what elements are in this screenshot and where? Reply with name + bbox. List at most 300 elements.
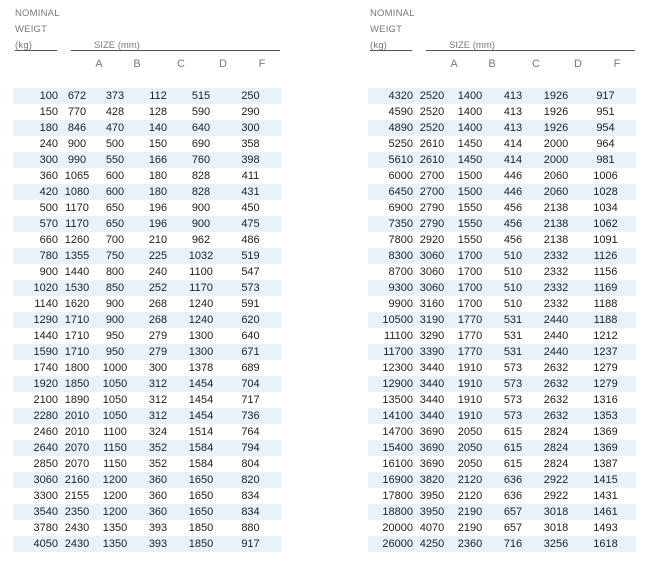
size-cell-b: 1910	[457, 394, 483, 406]
weight-cell: 13500	[382, 394, 413, 406]
size-cell-a: 2610	[413, 152, 451, 168]
size-cell-d: 3018	[543, 522, 569, 534]
size-cell-b: 850	[96, 280, 134, 296]
weight-cell: 240	[39, 138, 58, 150]
size-cell-b: 750	[96, 248, 134, 264]
size-cell-b: 1400	[451, 88, 489, 104]
size-cell-b: 2050	[457, 458, 483, 470]
data-table	[13, 88, 281, 552]
size-cell-f: 964	[596, 138, 615, 150]
size-cell-c: 128	[148, 106, 168, 118]
table-row	[368, 264, 636, 280]
size-cell-b: 428	[105, 106, 125, 118]
size-cell-a: 1065	[64, 170, 90, 182]
size-cell-d: 2138	[537, 216, 575, 232]
kg-underline	[15, 50, 57, 51]
size-cell-f: 1387	[593, 458, 618, 470]
size-cell-a: 2610	[419, 138, 445, 150]
size-cell-a: 2520	[413, 120, 451, 136]
size-cell-d: 1926	[543, 106, 569, 118]
size-cell-f: 411	[241, 170, 260, 182]
column-header-c: C	[532, 58, 540, 70]
size-cell-a: 1850	[58, 376, 96, 392]
size-cell-b: 650	[96, 216, 134, 232]
size-cell-f: 431	[220, 184, 281, 200]
size-cell-f: 951	[596, 106, 615, 118]
size-cell-d: 2138	[543, 234, 569, 246]
size-cell-c: 196	[148, 202, 168, 214]
size-cell-f: 1034	[593, 202, 618, 214]
size-cell-b: 1910	[457, 362, 483, 374]
size-cell-a: 2920	[419, 234, 445, 246]
size-cell-b: 2190	[451, 504, 489, 520]
size-cell-a: 3060	[419, 266, 445, 278]
size-cell-b: 500	[105, 138, 125, 150]
column-header-f: F	[613, 58, 621, 70]
weight-cell: 8700	[388, 266, 413, 278]
size-cell-a: 3440	[413, 376, 451, 392]
size-cell-b: 550	[96, 152, 134, 168]
size-cell-c: 352	[148, 458, 168, 470]
size-cell-b: 1450	[451, 152, 489, 168]
size-cell-c: 268	[148, 298, 168, 310]
size-cell-a: 1080	[58, 184, 96, 200]
size-cell-f: 917	[220, 536, 281, 552]
weight-cell: 3780	[33, 522, 58, 534]
size-cell-f: 764	[241, 426, 260, 438]
column-header-b: B	[488, 58, 496, 70]
size-cell-d: 1584	[188, 458, 214, 470]
weight-cell: 11700	[368, 344, 413, 360]
size-cell-a: 3060	[413, 280, 451, 296]
column-header-d: D	[574, 58, 582, 70]
column-header-d: D	[219, 58, 227, 70]
size-cell-b: 1550	[451, 216, 489, 232]
size-cell-c: 393	[148, 522, 168, 534]
size-cell-c: 324	[148, 426, 168, 438]
size-cell-b: 600	[96, 184, 134, 200]
table-row	[13, 504, 281, 520]
table-row	[13, 376, 281, 392]
size-cell-a: 1710	[64, 330, 90, 342]
size-cell-d: 2632	[543, 394, 569, 406]
size-cell-f: 591	[241, 298, 260, 310]
size-cell-d: 1032	[182, 248, 220, 264]
size-cell-f: 689	[241, 362, 260, 374]
size-cell-d: 2138	[543, 202, 569, 214]
weight-cell: 2100	[33, 394, 58, 406]
size-cell-f: 519	[220, 248, 281, 264]
size-cell-a: 3690	[419, 458, 445, 470]
table-row	[368, 104, 636, 120]
size-cell-b: 1200	[102, 490, 128, 502]
size-cell-b: 1770	[457, 330, 483, 342]
weight-cell: 2640	[13, 440, 58, 456]
size-cell-f: 1316	[593, 394, 618, 406]
weight-cell: 6000	[388, 170, 413, 182]
data-table	[368, 88, 636, 552]
table-row	[13, 280, 281, 296]
weight-cell: 1440	[33, 330, 58, 342]
size-cell-a: 3690	[419, 426, 445, 438]
column-header-a: A	[450, 58, 458, 70]
size-cell-a: 1530	[58, 280, 96, 296]
size-cell-b: 1700	[457, 298, 483, 310]
size-cell-a: 1355	[58, 248, 96, 264]
size-cell-c: 636	[489, 472, 537, 488]
table-row	[13, 168, 281, 184]
weight-cell: 1140	[34, 298, 58, 310]
weight-cell: 5250	[388, 138, 413, 150]
size-cell-c: 360	[134, 472, 182, 488]
size-cell-c: 531	[489, 344, 537, 360]
weight-cell: 2280	[13, 408, 58, 424]
nominal-label: NOMINAL	[370, 8, 415, 19]
size-cell-f: 1062	[575, 216, 636, 232]
size-cell-f: 834	[241, 490, 260, 502]
size-cell-d: 1850	[188, 522, 214, 534]
table-row	[368, 216, 636, 232]
weight-cell: 16100	[382, 458, 413, 470]
size-cell-d: 1454	[182, 376, 220, 392]
table-row	[368, 168, 636, 184]
weight-cell: 12900	[368, 376, 413, 392]
size-cell-f: 671	[220, 344, 281, 360]
size-cell-c: 446	[489, 184, 537, 200]
size-cell-f: 736	[220, 408, 281, 424]
column-header-f: F	[258, 58, 266, 70]
weight-cell: 9900	[388, 298, 413, 310]
size-cell-c: 196	[134, 216, 182, 232]
size-cell-a: 3440	[413, 408, 451, 424]
size-cell-d: 2632	[537, 408, 575, 424]
weight-cell: 4050	[13, 536, 58, 552]
weight-cell: 780	[13, 248, 58, 264]
weight-cell: 20000	[382, 522, 413, 534]
size-cell-b: 1000	[102, 362, 128, 374]
size-cell-a: 2070	[64, 458, 90, 470]
table-header	[368, 0, 638, 88]
size-cell-a: 3290	[419, 330, 445, 342]
size-cell-d: 2440	[537, 312, 575, 328]
nominal-label: NOMINAL	[15, 8, 60, 19]
table-row	[368, 424, 636, 440]
size-cell-f: 1091	[593, 234, 618, 246]
size-cell-f: 1461	[575, 504, 636, 520]
size-cell-b: 1200	[96, 504, 134, 520]
size-cell-d: 760	[182, 152, 220, 168]
size-cell-f: 880	[241, 522, 260, 534]
size-cell-f: 358	[241, 138, 260, 150]
table-row	[368, 120, 636, 136]
size-cell-c: 573	[489, 376, 537, 392]
size-cell-a: 3390	[413, 344, 451, 360]
left-size-table	[13, 0, 283, 550]
size-cell-c: 225	[134, 248, 182, 264]
weight-cell: 900	[39, 266, 58, 278]
size-cell-f: 820	[220, 472, 281, 488]
size-cell-d: 2922	[543, 490, 569, 502]
weight-cell: 16900	[368, 472, 413, 488]
size-cell-f: 1415	[575, 472, 636, 488]
size-underline	[426, 50, 635, 51]
table-row	[368, 360, 636, 376]
size-cell-c: 312	[134, 408, 182, 424]
table-row	[13, 392, 281, 408]
size-cell-f: 290	[241, 106, 260, 118]
weight-cell: 5610	[368, 152, 413, 168]
size-cell-a: 3060	[413, 248, 451, 264]
size-cell-c: 615	[503, 458, 523, 470]
weight-cell: 300	[13, 152, 58, 168]
size-cell-d: 2332	[543, 298, 569, 310]
size-cell-d: 1300	[182, 344, 220, 360]
size-cell-c: 393	[134, 536, 182, 552]
size-cell-b: 950	[105, 330, 125, 342]
size-cell-c: 413	[489, 120, 537, 136]
size-cell-a: 1890	[64, 394, 90, 406]
size-cell-f: 804	[241, 458, 260, 470]
table-row	[13, 312, 281, 328]
weight-cell: 10500	[368, 312, 413, 328]
size-cell-b: 1500	[451, 184, 489, 200]
size-cell-c: 180	[148, 170, 168, 182]
size-cell-d: 2632	[543, 362, 569, 374]
size-cell-b: 1700	[451, 248, 489, 264]
size-cell-d: 900	[191, 202, 211, 214]
table-row	[13, 120, 281, 136]
size-cell-b: 1700	[451, 280, 489, 296]
weight-label: WEIGT	[370, 24, 403, 35]
size-cell-d: 1378	[188, 362, 214, 374]
size-cell-d: 962	[191, 234, 211, 246]
size-cell-b: 1400	[451, 120, 489, 136]
table-row	[13, 328, 281, 344]
size-cell-a: 1170	[58, 216, 96, 232]
size-cell-a: 2520	[419, 106, 445, 118]
weight-cell: 1290	[13, 312, 58, 328]
size-cell-c: 279	[148, 330, 168, 342]
size-cell-c: 252	[134, 280, 182, 296]
weight-cell: 8300	[368, 248, 413, 264]
size-cell-d: 1926	[537, 88, 575, 104]
size-cell-c: 140	[134, 120, 182, 136]
size-cell-c: 180	[134, 184, 182, 200]
size-cell-d: 1170	[182, 280, 220, 296]
size-cell-c: 716	[489, 536, 537, 552]
size-cell-b: 900	[105, 298, 125, 310]
size-cell-c: 414	[503, 138, 523, 150]
size-cell-d: 1100	[189, 266, 213, 278]
weight-cell: 1590	[13, 344, 58, 360]
weight-cell: 1020	[13, 280, 58, 296]
size-cell-f: 573	[220, 280, 281, 296]
size-cell-b: 950	[96, 344, 134, 360]
table-row	[13, 216, 281, 232]
table-row	[13, 440, 281, 456]
size-cell-b: 1350	[96, 536, 134, 552]
size-cell-a: 3440	[419, 394, 445, 406]
size-cell-b: 2050	[457, 426, 483, 438]
size-cell-f: 794	[220, 440, 281, 456]
size-cell-c: 510	[489, 248, 537, 264]
size-cell-a: 1170	[65, 202, 89, 214]
size-cell-f: 1369	[575, 440, 636, 456]
table-row	[368, 472, 636, 488]
size-cell-f: 1237	[575, 344, 636, 360]
table-row	[368, 504, 636, 520]
size-cell-f: 1353	[575, 408, 636, 424]
size-cell-d: 640	[182, 120, 220, 136]
size-cell-a: 2790	[413, 216, 451, 232]
table-row	[13, 264, 281, 280]
weight-cell: 9300	[368, 280, 413, 296]
size-cell-f: 398	[220, 152, 281, 168]
size-cell-c: 300	[148, 362, 168, 374]
size-cell-d: 1850	[182, 536, 220, 552]
weight-cell: 1740	[33, 362, 58, 374]
table-row	[13, 344, 281, 360]
size-cell-a: 1800	[64, 362, 90, 374]
size-cell-f: 1156	[593, 266, 618, 278]
table-row	[13, 456, 281, 472]
size-cell-d: 590	[191, 106, 211, 118]
table-row	[368, 152, 636, 168]
size-cell-b: 1910	[451, 408, 489, 424]
size-cell-f: 1618	[575, 536, 636, 552]
size-cell-a: 2010	[58, 408, 96, 424]
size-cell-d: 1650	[182, 472, 220, 488]
size-cell-d: 2060	[537, 184, 575, 200]
size-cell-a: 3160	[419, 298, 445, 310]
kg-label: (kg)	[15, 40, 33, 51]
weight-cell: 26000	[368, 536, 413, 552]
weight-cell: 2850	[33, 458, 58, 470]
size-cell-d: 2332	[537, 280, 575, 296]
size-cell-a: 3440	[419, 362, 445, 374]
table-row	[368, 232, 636, 248]
weight-cell: 500	[39, 202, 58, 214]
size-cell-b: 1700	[457, 266, 483, 278]
size-cell-b: 1500	[457, 170, 483, 182]
size-cell-d: 690	[191, 138, 211, 150]
size-cell-c: 615	[503, 426, 523, 438]
size-cell-d: 2440	[537, 344, 575, 360]
size-cell-f: 1279	[593, 362, 618, 374]
size-cell-f: 547	[241, 266, 260, 278]
size-label: SIZE (mm)	[94, 40, 140, 51]
weight-cell: 4590	[388, 106, 413, 118]
size-cell-d: 515	[182, 88, 220, 104]
table-row	[368, 520, 636, 536]
right-size-table	[368, 0, 638, 550]
size-cell-a: 2700	[413, 184, 451, 200]
size-cell-b: 1450	[457, 138, 483, 150]
size-cell-a: 1620	[64, 298, 90, 310]
size-cell-a: 2430	[64, 522, 90, 534]
size-cell-f: 1369	[593, 426, 618, 438]
weight-cell: 7800	[388, 234, 413, 246]
table-row	[368, 88, 636, 104]
weight-cell: 1920	[13, 376, 58, 392]
size-cell-b: 2120	[457, 490, 483, 502]
size-cell-b: 650	[105, 202, 125, 214]
table-row	[13, 488, 281, 504]
table-header	[13, 0, 283, 88]
size-cell-f: 450	[241, 202, 260, 214]
size-cell-c: 150	[148, 138, 168, 150]
size-cell-b: 2190	[457, 522, 483, 534]
table-row	[368, 136, 636, 152]
size-cell-c: 573	[489, 408, 537, 424]
size-cell-f: 981	[575, 152, 636, 168]
size-cell-b: 1350	[102, 522, 128, 534]
size-cell-f: 300	[220, 120, 281, 136]
size-cell-b: 700	[105, 234, 125, 246]
size-cell-a: 1440	[64, 266, 90, 278]
table-row	[368, 392, 636, 408]
size-label: SIZE (mm)	[449, 40, 495, 51]
table-row	[13, 408, 281, 424]
size-cell-c: 413	[489, 88, 537, 104]
table-row	[13, 152, 281, 168]
size-cell-d: 1650	[182, 504, 220, 520]
size-cell-d: 3018	[537, 504, 575, 520]
size-cell-f: 1126	[575, 248, 636, 264]
size-cell-b: 1050	[102, 394, 128, 406]
table-row	[368, 488, 636, 504]
weight-cell: 100	[13, 88, 58, 104]
size-cell-f: 1279	[575, 376, 636, 392]
table-row	[368, 376, 636, 392]
size-cell-d: 1514	[188, 426, 214, 438]
size-cell-f: 704	[220, 376, 281, 392]
size-cell-a: 1710	[58, 312, 96, 328]
size-cell-b: 600	[105, 170, 125, 182]
size-cell-f: 1169	[575, 280, 636, 296]
weight-cell: 4320	[368, 88, 413, 104]
weight-cell: 18800	[368, 504, 413, 520]
size-cell-a: 990	[58, 152, 96, 168]
size-cell-d: 3256	[537, 536, 575, 552]
size-cell-a: 3190	[413, 312, 451, 328]
size-cell-b: 1050	[96, 408, 134, 424]
size-cell-a: 2520	[413, 88, 451, 104]
size-cell-c: 240	[148, 266, 168, 278]
table-row	[13, 472, 281, 488]
table-row	[368, 280, 636, 296]
table-row	[368, 408, 636, 424]
table-row	[13, 296, 281, 312]
size-cell-f: 486	[241, 234, 260, 246]
size-cell-c: 573	[503, 394, 523, 406]
size-cell-f: 1188	[575, 312, 636, 328]
table-row	[13, 520, 281, 536]
table-row	[13, 248, 281, 264]
size-cell-d: 2632	[537, 376, 575, 392]
table-row	[368, 296, 636, 312]
weight-cell: 3060	[13, 472, 58, 488]
size-cell-c: 446	[503, 170, 523, 182]
size-cell-a: 3820	[413, 472, 451, 488]
size-cell-c: 510	[503, 266, 523, 278]
size-cell-d: 2332	[537, 248, 575, 264]
size-cell-f: 717	[241, 394, 260, 406]
table-row	[368, 328, 636, 344]
size-cell-d: 2824	[543, 458, 569, 470]
size-cell-a: 1710	[58, 344, 96, 360]
table-row	[13, 88, 281, 104]
